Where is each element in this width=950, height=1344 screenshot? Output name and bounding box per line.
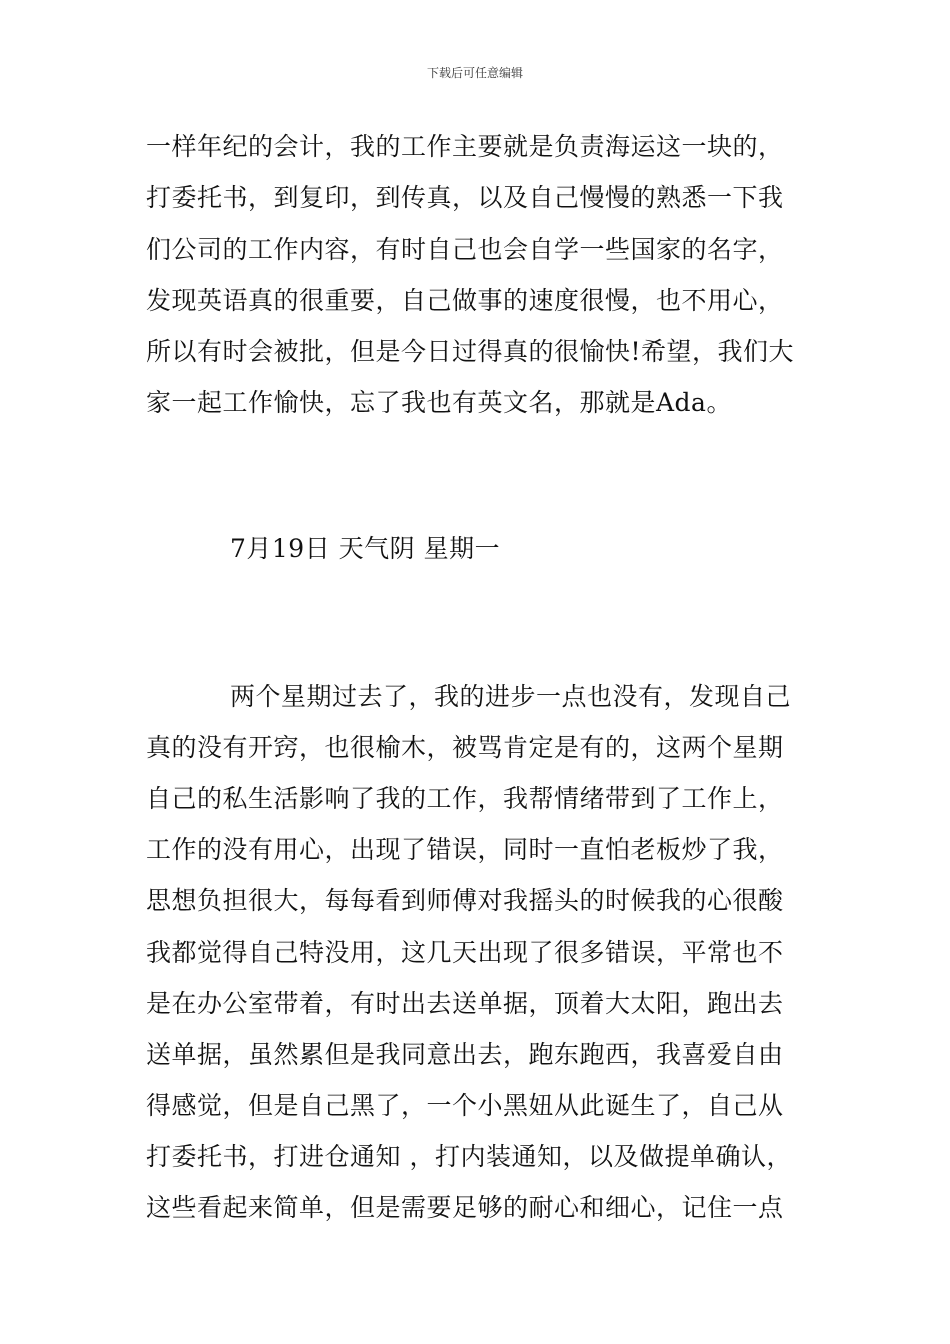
paragraph1-line: 一样年纪的会计，我的工作主要就是负责海运这一块的， bbox=[146, 132, 784, 161]
paragraph2-line: 送单据，虽然累但是我同意出去，跑东跑西，我喜爱自由 bbox=[146, 1040, 784, 1069]
paragraph1-line: 们公司的工作内容，有时自己也会自学一些国家的名字， bbox=[146, 235, 784, 264]
paragraph2-line: 得感觉，但是自己黑了，一个小黑妞从此诞生了，自己从 bbox=[146, 1091, 784, 1120]
paragraph2-line: 工作的没有用心，出现了错误，同时一直怕老板炒了我， bbox=[146, 835, 784, 864]
header-note: 下载后可任意编辑 bbox=[426, 66, 523, 80]
paragraph1-line: 所以有时会被批，但是今日过得真的很愉快!希望，我们大 bbox=[146, 337, 795, 366]
paragraph2-line: 是在办公室带着，有时出去送单据，顶着大太阳，跑出去 bbox=[146, 989, 784, 1018]
paragraph2-line: 打委托书，打进仓通知 ，打内装通知，以及做提单确认， bbox=[146, 1142, 792, 1171]
paragraph1-line: 发现英语真的很重要，自己做事的速度很慢，也不用心， bbox=[146, 286, 784, 315]
paragraph2-line: 思想负担很大，每每看到师傅对我摇头的时候我的心很酸 bbox=[146, 886, 784, 915]
paragraph2-line: 真的没有开窍，也很榆木，被骂肯定是有的，这两个星期 bbox=[146, 733, 784, 762]
paragraph2-line: 自己的私生活影响了我的工作，我帮情绪带到了工作上， bbox=[146, 784, 784, 813]
entry-heading: 7月19日 天气阴 星期一 bbox=[230, 534, 501, 563]
paragraph2-line: 两个星期过去了，我的进步一点也没有，发现自己 bbox=[230, 682, 792, 711]
paragraph2-line: 这些看起来简单，但是需要足够的耐心和细心，记住一点 bbox=[146, 1193, 784, 1222]
paragraph1-line: 家一起工作愉快，忘了我也有英文名，那就是Ada。 bbox=[146, 388, 732, 417]
paragraph1-line: 打委托书，到复印，到传真，以及自己慢慢的熟悉一下我 bbox=[146, 183, 784, 212]
paragraph2-line: 我都觉得自己特没用，这几天出现了很多错误，平常也不 bbox=[146, 938, 784, 967]
